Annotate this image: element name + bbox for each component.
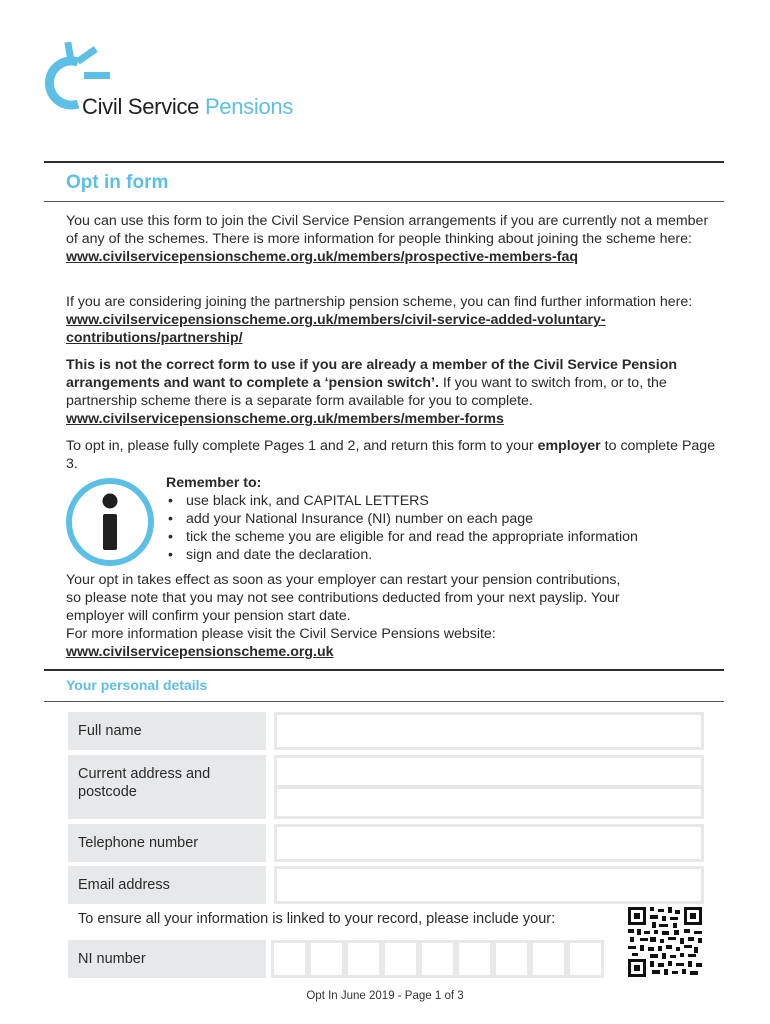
ni-char-box[interactable]	[456, 940, 493, 978]
intro-paragraph-2	[66, 293, 716, 347]
ni-char-box[interactable]	[271, 940, 308, 978]
form-title: Opt in form	[66, 172, 169, 193]
ni-number-boxes	[271, 940, 604, 978]
ni-char-box[interactable]	[382, 940, 419, 978]
intro-paragraph-4	[66, 437, 716, 473]
qr-code	[628, 907, 702, 977]
ni-char-box[interactable]	[530, 940, 567, 978]
remember-heading: Remember to:	[166, 475, 262, 491]
telephone-input[interactable]	[274, 824, 704, 862]
ni-char-box[interactable]	[419, 940, 456, 978]
logo-pensions: Pensions	[204, 94, 294, 119]
remember-list	[166, 474, 726, 564]
ni-number-row	[68, 940, 704, 978]
full-name-row	[68, 712, 704, 750]
employer-word: employer	[537, 438, 601, 454]
ni-char-box[interactable]	[308, 940, 345, 978]
page-footer: Opt In June 2019 - Page 1 of 3	[306, 990, 464, 1002]
list-item: • add your National Insurance (NI) number on each page	[166, 510, 726, 528]
address-label: Current address and postcode	[68, 755, 266, 819]
list-item: • use black ink, and CAPITAL LETTERS	[166, 492, 726, 510]
info-icon	[64, 476, 156, 568]
pensions-website-link[interactable]: www.civilservicepensionscheme.org.uk	[66, 644, 334, 660]
intro-paragraph-1	[66, 212, 716, 266]
telephone-label: Telephone number	[68, 824, 266, 862]
intro-text-3: If you want to switch from, or to, the partnership scheme there is a separate form available for you to complete.	[66, 375, 667, 409]
ni-char-box[interactable]	[345, 940, 382, 978]
full-name-input[interactable]	[274, 712, 704, 750]
intro-text-1: You can use this form to join the Civil Service Pension arrangements if you are currently not a member of any of the schemes. There is more information for people thinking about joining the scheme here:	[66, 213, 709, 247]
ni-char-box[interactable]	[493, 940, 530, 978]
email-label: Email address	[68, 866, 266, 904]
intro-text-2: If you are considering joining the partnership pension scheme, you can find further information here:	[66, 294, 693, 310]
logo-civil-service: Civil Service	[82, 94, 200, 119]
opt-in-effect-paragraph	[66, 571, 626, 661]
intro-paragraph-3	[66, 356, 716, 428]
personal-details-heading: Your personal details	[66, 677, 208, 693]
ni-number-label: NI number	[68, 940, 266, 978]
prospective-members-faq-link[interactable]: www.civilservicepensionscheme.org.uk/members/prospective-members-faq	[66, 249, 578, 265]
top-divider	[44, 161, 724, 163]
intro-text-4b: to complete Page 3.	[66, 438, 716, 472]
list-item: • sign and date the declaration.	[166, 546, 726, 564]
section-divider-bottom	[44, 701, 724, 702]
email-row	[68, 866, 704, 904]
civil-service-pensions-logo	[44, 42, 304, 122]
wrong-form-warning: This is not the correct form to use if you are already a member of the Civil Service Pension arrangements and want to complete a ‘pension switch’.	[66, 357, 678, 391]
address-input-line-2[interactable]	[274, 786, 704, 819]
ni-instruction: To ensure all your information is linked to your record, please include your:	[78, 911, 556, 927]
address-row	[68, 755, 704, 819]
list-item: • tick the scheme you are eligible for and read the appropriate information	[166, 528, 726, 546]
email-input[interactable]	[274, 866, 704, 904]
full-name-label: Full name	[68, 712, 266, 750]
telephone-row	[68, 824, 704, 862]
intro-text-4a: To opt in, please fully complete Pages 1 and 2, and return this form to your	[66, 438, 534, 454]
logo-wordmark	[82, 94, 293, 120]
effect-text-1: Your opt in takes effect as soon as your employer can restart your pension contributions, so please note that you may not see contributions deducted from your next payslip. Your employer will confirm your pension start date.	[66, 572, 621, 624]
section-divider-top	[44, 669, 724, 671]
member-forms-link[interactable]: www.civilservicepensionscheme.org.uk/members/member-forms	[66, 411, 504, 427]
title-divider	[44, 201, 724, 202]
partnership-link[interactable]: www.civilservicepensionscheme.org.uk/members/civil-service-added-voluntary-contributions/partnership/	[66, 312, 606, 346]
ni-char-box[interactable]	[567, 940, 604, 978]
address-input-line-1[interactable]	[274, 755, 704, 788]
effect-text-2: For more information please visit the Civil Service Pensions website:	[66, 626, 496, 642]
